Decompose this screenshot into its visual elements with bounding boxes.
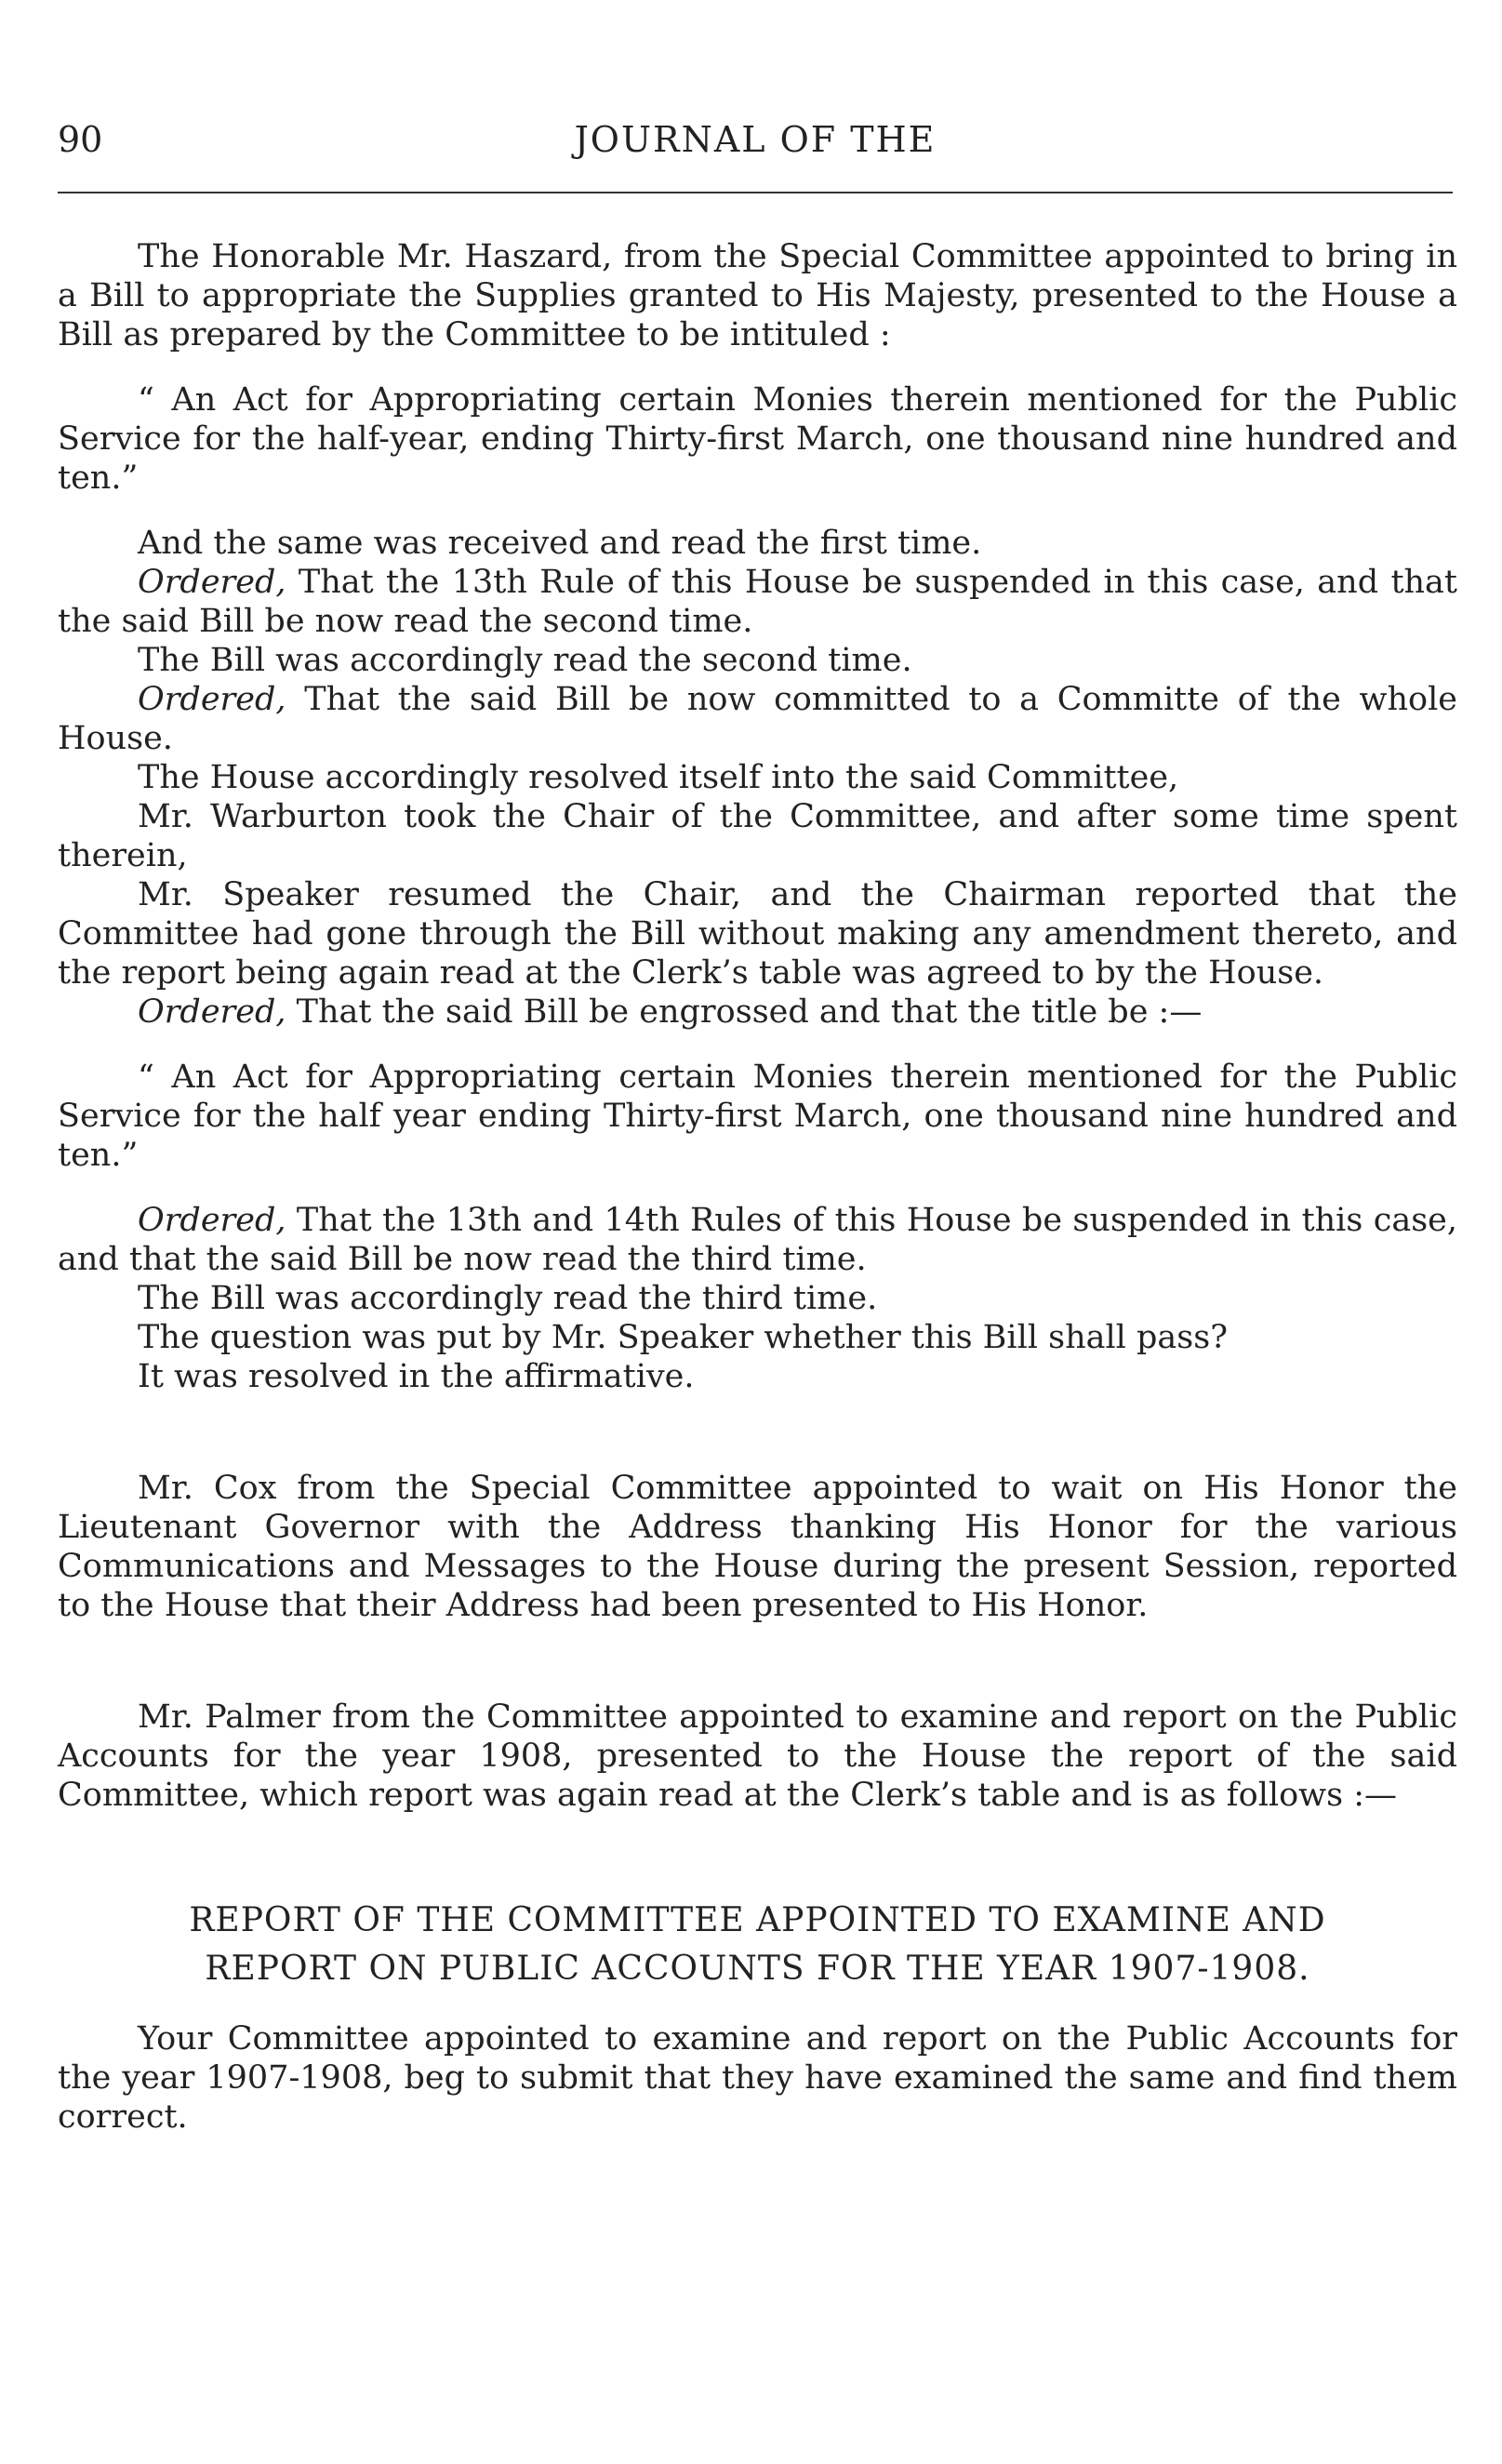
- paragraph-ordered-third-reading: [58, 1201, 1457, 1279]
- ordered-text: That the 13th and 14th Rules of this House be suspended in this case, and that the said Bill be now read the third time.: [58, 1202, 1457, 1278]
- running-title: JOURNAL OF THE: [574, 119, 937, 160]
- page-header: [58, 119, 1453, 175]
- paragraph-ordered-engrossed: [58, 992, 1457, 1032]
- quoted-bill-title: “ An Act for Appropriating certain Monies therein mentioned for the Public Service for the half-year, ending Thirty-first March, one thousand nine hundred and ten.”: [58, 381, 1457, 497]
- quoted-bill-title-engrossed: “ An Act for Appropriating certain Monies therein mentioned for the Public Service for the half year ending Thirty-first March, one thousand nine hundred and ten.”: [58, 1059, 1457, 1174]
- paragraph-palmer-accounts: Mr. Palmer from the Committee appointed to examine and report on the Public Accounts for the year 1908, presented to the House the report of the said Committee, which report was again read at the Clerk’s table and is as follows :—: [58, 1698, 1457, 1814]
- paragraph-speaker-resumed: Mr. Speaker resumed the Chair, and the Chairman reported that the Committee had gone through the Bill without making any amendment thereto, and the report being again read at the Clerk’s table was agreed to by the House.: [58, 876, 1457, 992]
- ordered-text: That the said Bill be engrossed and that the title be :—: [286, 993, 1203, 1031]
- report-heading-line-2: REPORT ON PUBLIC ACCOUNTS FOR THE YEAR 1907-1908.: [205, 1950, 1310, 1988]
- paragraph-warburton-chair: Mr. Warburton took the Chair of the Committee, and after some time spent therein,: [58, 798, 1457, 874]
- ordered-label: Ordered,: [138, 993, 286, 1031]
- page-number: 90: [58, 119, 103, 160]
- paragraph-resolved-affirmative: It was resolved in the affirmative.: [138, 1358, 695, 1395]
- paragraph-third-reading: The Bill was accordingly read the third time.: [138, 1280, 878, 1317]
- paragraph-ordered-second-reading: [58, 563, 1457, 641]
- paragraph-question-put: The question was put by Mr. Speaker whether this Bill shall pass?: [138, 1319, 1228, 1356]
- header-rule: [58, 192, 1453, 193]
- paragraph-second-reading: The Bill was accordingly read the second time.: [138, 642, 912, 679]
- ordered-label: Ordered,: [138, 1202, 286, 1239]
- paragraph-cox-address: Mr. Cox from the Special Committee appointed to wait on His Honor the Lieutenant Governor with the Address thanking His Honor for the various Communications and Messages to the House during the present Session, reported to the House that their Address had been presented to His Honor.: [58, 1470, 1457, 1624]
- report-body: Your Committee appointed to examine and report on the Public Accounts for the year 1907-1908, beg to submit that they have examined the same and find them correct.: [58, 2020, 1457, 2136]
- ordered-text: That the said Bill be now committed to a Committe of the whole House.: [58, 681, 1457, 757]
- ordered-label: Ordered,: [138, 564, 286, 601]
- report-heading-line-1: REPORT OF THE COMMITTEE APPOINTED TO EXAMINE AND: [189, 1901, 1326, 1939]
- paragraph-house-resolved: The House accordingly resolved itself into the said Committee,: [138, 759, 1179, 796]
- paragraph-haszard-bill: The Honorable Mr. Haszard, from the Special Committee appointed to bring in a Bill to appropriate the Supplies granted to His Majesty, presented to the House a Bill as prepared by the Committee to be intituled :: [58, 238, 1457, 353]
- ordered-text: That the 13th Rule of this House be suspended in this case, and that the said Bill be now read the second time.: [58, 564, 1457, 640]
- paragraph-ordered-committee: [58, 680, 1457, 758]
- paragraph-first-reading: And the same was received and read the first time.: [138, 525, 982, 562]
- ordered-label: Ordered,: [138, 681, 286, 718]
- journal-body: [58, 237, 1457, 2137]
